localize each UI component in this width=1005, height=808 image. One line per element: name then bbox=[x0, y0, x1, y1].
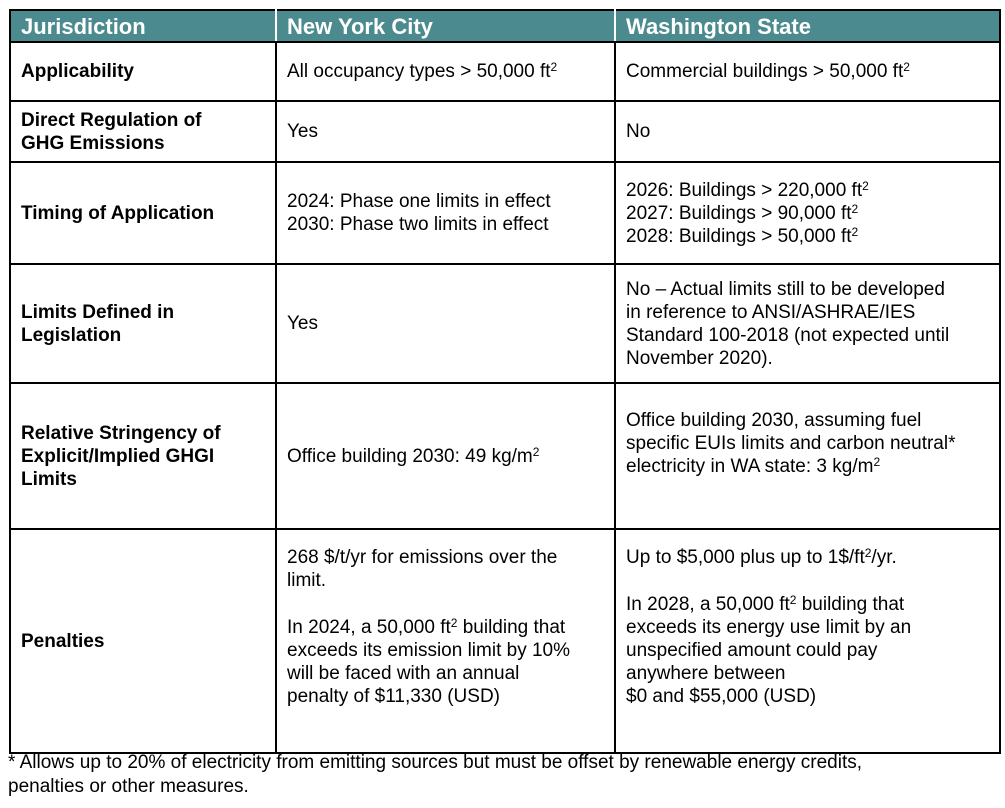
cell-line: penalty of $11,330 (USD) bbox=[287, 686, 500, 707]
cell-nyc-penalties bbox=[276, 529, 615, 753]
cell-line-text: building that bbox=[796, 594, 905, 615]
comparison-table bbox=[9, 9, 1001, 754]
cell-line: November 2020). bbox=[626, 347, 773, 369]
cell-nyc-limits-defined bbox=[276, 264, 615, 383]
superscript-2: 2 bbox=[903, 60, 910, 74]
table-row-timing bbox=[10, 162, 1000, 264]
superscript-2: 2 bbox=[851, 224, 859, 239]
row-label-text: Applicability bbox=[21, 61, 134, 82]
row-label-line: Relative Stringency of bbox=[21, 422, 221, 444]
cell-nyc-timing bbox=[276, 162, 615, 264]
row-label-line: Limits bbox=[21, 468, 77, 490]
cell-wa-applicability bbox=[615, 42, 1000, 101]
footnote bbox=[8, 751, 998, 799]
row-label-stringency bbox=[10, 383, 276, 529]
row-label-text: Penalties bbox=[21, 630, 105, 652]
cell-line: Office building 2030, assuming fuel bbox=[626, 410, 922, 431]
row-label-applicability bbox=[10, 42, 276, 101]
cell-text: Yes bbox=[287, 313, 318, 334]
cell-nyc-applicability bbox=[276, 42, 615, 101]
cell-line: exceeds its emission limit by 10% bbox=[287, 640, 570, 661]
cell-line bbox=[626, 455, 989, 478]
cell-nyc-direct-regulation bbox=[276, 101, 615, 162]
cell-text: Commercial buildings > 50,000 ft bbox=[626, 61, 904, 82]
row-label-limits-defined bbox=[10, 264, 276, 383]
cell-line: 2030: Phase two limits in effect bbox=[287, 214, 549, 235]
row-label-line: Direct Regulation of bbox=[21, 109, 202, 131]
superscript-2: 2 bbox=[550, 60, 558, 74]
row-label-line: GHG Emissions bbox=[21, 132, 165, 154]
cell-line: specific EUIs limits and carbon neutral* bbox=[626, 433, 956, 454]
cell-text: No bbox=[626, 121, 651, 142]
row-label-line: Explicit/Implied GHGI bbox=[21, 445, 215, 467]
row-label-line: Legislation bbox=[21, 324, 122, 346]
cell-line bbox=[626, 202, 989, 225]
cell-line: Standard 100-2018 (not expected until bbox=[626, 324, 950, 346]
cell-line: anywhere between bbox=[626, 663, 786, 684]
cell-line-text: In 2024, a 50,000 ft bbox=[287, 617, 451, 638]
paragraph-gap bbox=[626, 569, 989, 593]
table-row-penalties bbox=[10, 529, 1000, 753]
table-row-stringency bbox=[10, 383, 1000, 529]
superscript-2: 2 bbox=[450, 616, 458, 630]
cell-line: exceeds its energy use limit by an bbox=[626, 617, 912, 638]
cell-text: All occupancy types > 50,000 ft bbox=[287, 61, 551, 82]
cell-line: 2024: Phase one limits in effect bbox=[287, 191, 551, 212]
superscript-2: 2 bbox=[862, 178, 869, 193]
cell-line bbox=[626, 179, 989, 202]
table-header-row bbox=[10, 10, 1000, 42]
cell-line: No – Actual limits still to be developed bbox=[626, 278, 945, 300]
row-label-timing bbox=[10, 162, 276, 264]
table-row-applicability bbox=[10, 42, 1000, 101]
cell-line-text: building that bbox=[457, 617, 566, 638]
row-label-penalties bbox=[10, 529, 276, 753]
cell-line bbox=[626, 225, 989, 248]
paragraph-gap bbox=[287, 592, 604, 616]
cell-line-text: 2026: Buildings > 220,000 ft bbox=[626, 179, 863, 201]
superscript-2: 2 bbox=[864, 546, 872, 560]
cell-line: unspecified amount could pay bbox=[626, 640, 878, 661]
cell-line: $0 and $55,000 (USD) bbox=[626, 686, 817, 707]
cell-line-text: 2028: Buildings > 50,000 ft bbox=[626, 225, 852, 247]
cell-line: limit. bbox=[287, 570, 327, 591]
superscript-2: 2 bbox=[532, 444, 540, 459]
cell-wa-penalties bbox=[615, 529, 1000, 753]
footnote-line: * Allows up to 20% of electricity from emitting sources but must be offset by renewable energy credits, bbox=[8, 752, 862, 773]
cell-wa-stringency bbox=[615, 383, 1000, 529]
cell-line-text: In 2028, a 50,000 ft bbox=[626, 594, 790, 615]
cell-wa-timing bbox=[615, 162, 1000, 264]
cell-wa-direct-regulation bbox=[615, 101, 1000, 162]
header-washington-state: Washington State bbox=[615, 10, 1000, 42]
cell-nyc-stringency bbox=[276, 383, 615, 529]
cell-line-text: Up to $5,000 plus up to 1$/ft bbox=[626, 547, 865, 568]
superscript-2: 2 bbox=[873, 455, 881, 469]
cell-wa-limits-defined bbox=[615, 264, 1000, 383]
header-new-york-city: New York City bbox=[276, 10, 615, 42]
footnote-line: penalties or other measures. bbox=[8, 776, 249, 797]
cell-line: in reference to ANSI/ASHRAE/IES bbox=[626, 301, 916, 323]
row-label-text: Timing of Application bbox=[21, 202, 215, 224]
cell-text: Yes bbox=[287, 121, 318, 142]
cell-line: 268 $/t/yr for emissions over the bbox=[287, 547, 558, 568]
superscript-2: 2 bbox=[789, 593, 797, 607]
cell-line-text: /yr. bbox=[871, 547, 897, 568]
header-jurisdiction: Jurisdiction bbox=[10, 10, 276, 42]
cell-line bbox=[287, 616, 604, 639]
cell-line bbox=[626, 593, 989, 616]
cell-text: Office building 2030: 49 kg/m bbox=[287, 445, 533, 467]
superscript-2: 2 bbox=[851, 201, 859, 216]
cell-line-text: 2027: Buildings > 90,000 ft bbox=[626, 202, 852, 224]
table-row-direct-regulation bbox=[10, 101, 1000, 162]
cell-line: will be faced with an annual bbox=[287, 663, 520, 684]
cell-line-text: electricity in WA state: 3 kg/m bbox=[626, 456, 874, 477]
row-label-direct-regulation bbox=[10, 101, 276, 162]
row-label-line: Limits Defined in bbox=[21, 301, 175, 323]
comparison-table-container bbox=[9, 9, 999, 754]
cell-line bbox=[626, 546, 989, 569]
table-row-limits-defined bbox=[10, 264, 1000, 383]
